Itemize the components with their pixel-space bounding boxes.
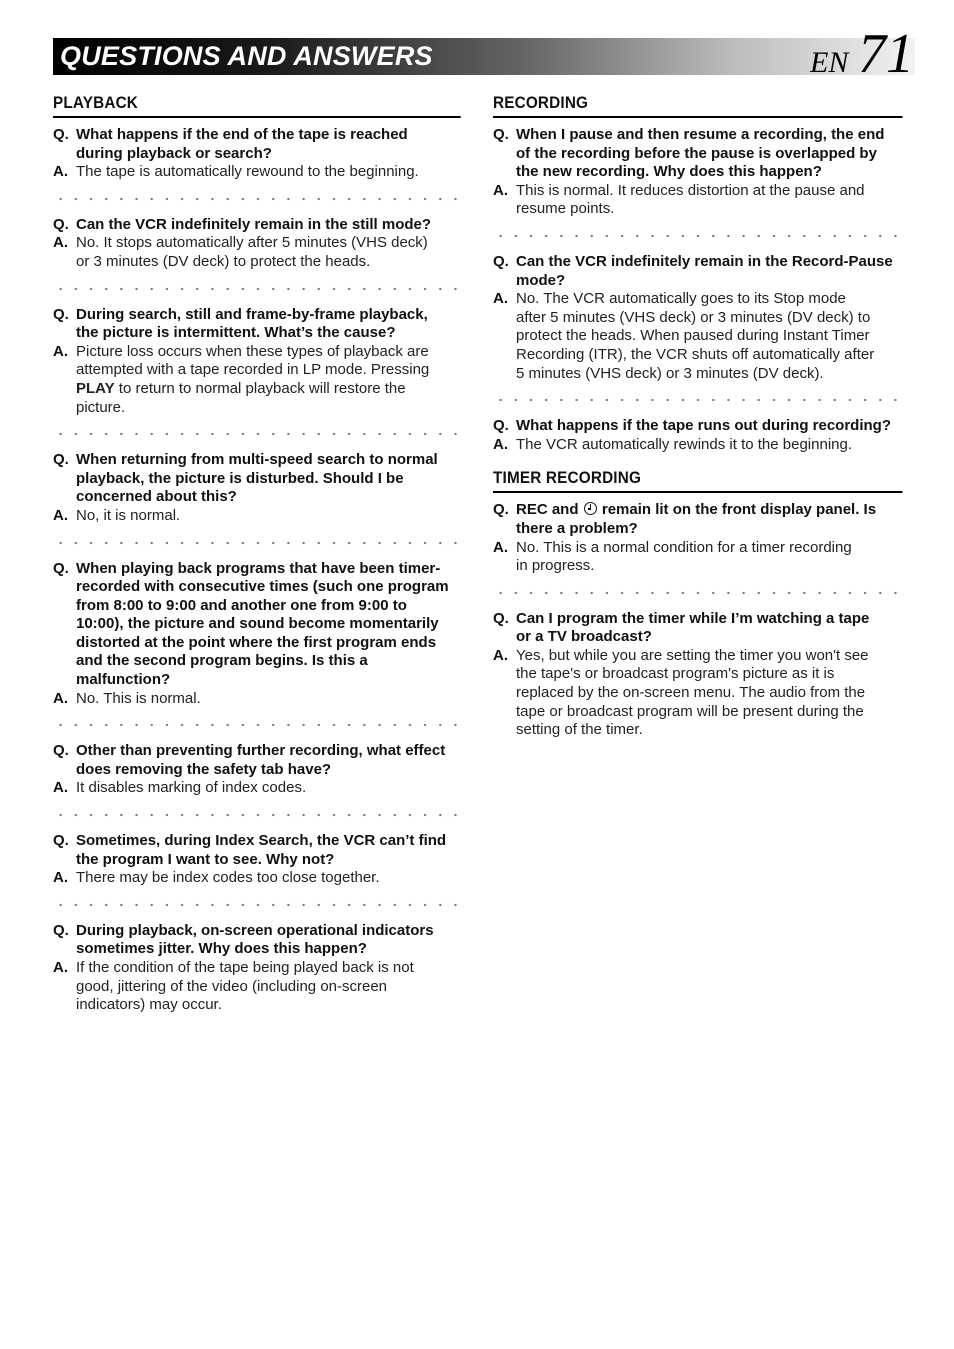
answer-label — [493, 628, 516, 647]
answer-text: No. This is a normal condition for a timer recording — [516, 538, 852, 556]
qa-item — [493, 417, 903, 454]
question-text: 10:00), the picture and sound become momentarily — [76, 615, 439, 633]
qa-item — [53, 451, 461, 525]
answer-label — [53, 324, 76, 343]
answer-label: A. — [493, 538, 508, 556]
answer-line — [493, 200, 903, 219]
question-label: Q. — [53, 126, 69, 143]
answer-label — [493, 665, 516, 684]
answer-line — [493, 365, 903, 384]
question-label: Q. — [493, 501, 509, 519]
answer-label — [53, 578, 76, 597]
answer-text: It disables marking of index codes. — [76, 779, 307, 797]
question-text: During search, still and frame-by-frame playback, — [76, 305, 428, 323]
answer-text: tape or broadcast program will be present during the — [516, 702, 864, 720]
answer-label: A. — [53, 234, 68, 252]
answer-label — [53, 671, 76, 690]
question-text: Other than preventing further recording, what effect — [76, 742, 446, 760]
question-line — [53, 216, 461, 235]
question-text: mode? — [516, 271, 566, 289]
qa-item — [53, 560, 461, 709]
answer-label: A. — [53, 689, 68, 707]
answer-text: in progress. — [516, 557, 595, 575]
answer-label: A. — [53, 779, 68, 797]
answer-text: Yes, but while you are setting the timer you won't see — [516, 646, 869, 664]
answer-label — [493, 520, 516, 539]
answer-label: A. — [53, 506, 68, 524]
answer-text: If the condition of the tape being played back is not — [76, 959, 414, 976]
answer-label — [493, 145, 516, 164]
question-text: What happens if the end of the tape is reached — [76, 126, 408, 143]
answer-label — [493, 163, 516, 182]
question-label: Q. — [53, 559, 69, 577]
section-title-recording: RECORDING — [493, 93, 903, 118]
qa-item — [53, 216, 461, 272]
answer-line — [53, 507, 461, 526]
answer-label — [493, 346, 516, 365]
question-line — [53, 922, 461, 941]
question-text: from 8:00 to 9:00 and another one from 9:00 to — [76, 596, 407, 614]
answer-label: A. — [53, 163, 68, 181]
question-label: Q. — [53, 832, 69, 850]
qa-item — [53, 742, 461, 798]
question-line — [53, 560, 461, 579]
question-line — [53, 940, 461, 959]
answer-label — [493, 684, 516, 703]
question-text: Can the VCR indefinitely remain in the still mode? — [76, 215, 432, 233]
timer-recording-qa-list — [493, 501, 903, 740]
question-line — [493, 145, 903, 164]
dotted-separator — [493, 228, 903, 244]
answer-label: A. — [53, 959, 68, 976]
question-line — [53, 578, 461, 597]
answer-line — [53, 234, 461, 253]
question-line — [493, 501, 903, 520]
qa-item — [53, 306, 461, 418]
section-title-timer-recording: TIMER RECORDING — [493, 468, 903, 493]
question-line — [53, 306, 461, 325]
question-text: When returning from multi-speed search to normal — [76, 451, 438, 469]
question-line — [493, 163, 903, 182]
question-line — [53, 470, 461, 489]
page-title: QUESTIONS AND ANSWERS — [60, 41, 433, 71]
answer-label — [53, 470, 76, 489]
answer-line — [493, 721, 903, 740]
answer-label — [493, 200, 516, 219]
answer-text: No. This is normal. — [76, 689, 201, 707]
answer-line — [493, 684, 903, 703]
qa-item — [493, 126, 903, 219]
answer-text: This is normal. It reduces distortion at the pause and — [516, 181, 865, 199]
playback-column — [53, 93, 461, 1015]
answer-line — [493, 647, 903, 666]
question-text: What happens if the tape runs out during recording? — [516, 417, 891, 435]
question-text: When playing back programs that have been timer- — [76, 559, 441, 577]
playback-qa-list — [53, 126, 461, 1015]
answer-text: No, it is normal. — [76, 506, 181, 524]
answer-label — [53, 851, 76, 870]
answer-line — [493, 703, 903, 722]
question-line — [53, 451, 461, 470]
dotted-separator — [53, 717, 461, 733]
answer-text: the tape's or broadcast program's picture as it is — [516, 665, 835, 683]
answer-text: protect the heads. When paused during Instant Timer — [516, 327, 870, 345]
question-label: Q. — [493, 609, 509, 627]
answer-text: The VCR automatically rewinds it to the beginning. — [516, 435, 853, 453]
question-text: distorted at the point where the first program ends — [76, 633, 437, 651]
question-text: playback, the picture is disturbed. Should I be — [76, 469, 404, 487]
answer-text: 5 minutes (VHS deck) or 3 minutes (DV deck). — [516, 364, 824, 382]
question-label: Q. — [53, 921, 69, 939]
answer-text: resume points. — [516, 200, 615, 218]
answer-label — [53, 597, 76, 616]
recording-qa-list — [493, 126, 903, 454]
answer-label — [53, 940, 76, 959]
question-label: Q. — [53, 742, 69, 760]
question-label: Q. — [493, 417, 509, 435]
question-text: concerned about this? — [76, 488, 237, 506]
answer-label: A. — [53, 342, 68, 360]
answer-text: No. It stops automatically after 5 minutes (VHS deck) — [76, 234, 428, 252]
question-text: Can I program the timer while I’m watching a tape — [516, 609, 870, 627]
answer-text: No. The VCR automatically goes to its Stop mode — [516, 290, 846, 308]
answer-line — [493, 290, 903, 309]
play-button-label: PLAY — [76, 379, 115, 397]
answer-label — [53, 488, 76, 507]
dotted-separator — [53, 535, 461, 551]
answer-line — [53, 361, 461, 380]
answer-label — [53, 652, 76, 671]
qa-item — [493, 610, 903, 740]
question-text: sometimes jitter. Why does this happen? — [76, 940, 367, 958]
answer-text: after 5 minutes (VHS deck) or 3 minutes (DV deck) to — [516, 308, 871, 326]
qa-item — [493, 501, 903, 575]
answer-line — [53, 380, 461, 399]
dotted-separator — [493, 585, 903, 601]
question-text: does removing the safety tab have? — [76, 760, 332, 778]
answer-line — [53, 343, 461, 362]
question-label: Q. — [53, 451, 69, 469]
question-line — [53, 488, 461, 507]
clock-icon — [584, 502, 597, 515]
question-line — [493, 126, 903, 145]
question-text: When I pause and then resume a recording, the end — [516, 126, 885, 143]
question-line — [53, 742, 461, 761]
dotted-separator — [53, 426, 461, 442]
question-line — [493, 417, 903, 436]
answer-label — [53, 380, 76, 399]
answer-line — [493, 665, 903, 684]
answer-label — [493, 703, 516, 722]
question-line — [53, 761, 461, 780]
answer-line — [53, 779, 461, 798]
question-label: Q. — [493, 252, 509, 270]
answer-line — [53, 978, 461, 997]
answer-line — [493, 182, 903, 201]
question-text: or a TV broadcast? — [516, 628, 652, 646]
answer-line — [493, 436, 903, 455]
answer-line — [493, 309, 903, 328]
answer-text — [76, 380, 406, 399]
dotted-separator — [53, 897, 461, 913]
question-line — [53, 851, 461, 870]
language-code: EN — [810, 46, 849, 79]
answer-label — [493, 309, 516, 328]
answer-text: picture. — [76, 398, 126, 416]
answer-text: The tape is automatically rewound to the beginning. — [76, 163, 419, 181]
question-label: Q. — [53, 215, 69, 233]
answer-text-part: to return to normal playback will restore the — [114, 379, 406, 397]
answer-label — [53, 145, 76, 164]
answer-label — [493, 272, 516, 291]
recording-column — [493, 93, 903, 740]
answer-label — [53, 253, 76, 272]
question-text: During playback, on-screen operational indicators — [76, 921, 434, 939]
question-text: Sometimes, during Index Search, the VCR can’t find — [76, 832, 447, 850]
question-line — [53, 615, 461, 634]
answer-text: indicators) may occur. — [76, 996, 222, 1014]
answer-text: or 3 minutes (DV deck) to protect the heads. — [76, 252, 371, 270]
answer-label: A. — [493, 181, 508, 199]
question-text: of the recording before the pause is overlapped by — [516, 144, 877, 162]
dotted-separator — [493, 392, 903, 408]
question-line — [53, 126, 461, 145]
answer-text: Picture loss occurs when these types of playback are — [76, 342, 429, 360]
answer-label — [493, 721, 516, 740]
question-text: the program I want to see. Why not? — [76, 850, 335, 868]
answer-label — [53, 361, 76, 380]
question-line — [53, 324, 461, 343]
answer-text: Recording (ITR), the VCR shuts off automatically after — [516, 345, 875, 363]
answer-text: replaced by the on-screen menu. The audio from the — [516, 684, 866, 702]
answer-label — [493, 327, 516, 346]
answer-line — [493, 327, 903, 346]
question-line — [53, 634, 461, 653]
dotted-separator — [53, 807, 461, 823]
answer-label — [53, 978, 76, 997]
question-line — [53, 652, 461, 671]
answer-line — [53, 959, 461, 978]
question-text: and the second program begins. Is this a — [76, 652, 368, 670]
question-line — [493, 253, 903, 272]
question-text: the new recording. Why does this happen? — [516, 163, 822, 181]
question-line — [53, 832, 461, 851]
question-text: the picture is intermittent. What’s the cause? — [76, 324, 396, 342]
answer-label — [53, 615, 76, 634]
question-line — [53, 145, 461, 164]
answer-label — [493, 365, 516, 384]
qa-item — [493, 253, 903, 383]
qa-item — [53, 922, 461, 1015]
answer-label: A. — [493, 646, 508, 664]
question-label: Q. — [53, 305, 69, 323]
answer-line — [53, 869, 461, 888]
answer-text: There may be index codes too close together. — [76, 869, 380, 887]
question-line — [493, 272, 903, 291]
answer-label: A. — [493, 435, 508, 453]
question-line — [53, 671, 461, 690]
answer-label — [53, 634, 76, 653]
dotted-separator — [53, 281, 461, 297]
qa-item — [53, 126, 461, 182]
answer-label: A. — [53, 869, 68, 887]
answer-line — [53, 690, 461, 709]
question-text-part: REC and — [516, 501, 583, 519]
question-text-part: remain lit on the front display panel. Is — [597, 501, 877, 519]
answer-line — [53, 996, 461, 1015]
question-text: recorded with consecutive times (such one program — [76, 578, 449, 596]
answer-line — [53, 163, 461, 182]
answer-text: attempted with a tape recorded in LP mode. Pressing — [76, 361, 430, 379]
page-number: 71 — [858, 23, 914, 85]
qa-item — [53, 832, 461, 888]
section-title-playback: PLAYBACK — [53, 93, 461, 118]
question-text: during playback or search? — [76, 144, 272, 162]
answer-line — [53, 253, 461, 272]
dotted-separator — [53, 191, 461, 207]
question-line — [493, 628, 903, 647]
answer-text: good, jittering of the video (including on-screen — [76, 977, 388, 995]
answer-line — [493, 346, 903, 365]
answer-label — [493, 557, 516, 576]
question-text: malfunction? — [76, 671, 171, 689]
question-line — [493, 610, 903, 629]
answer-label — [53, 399, 76, 418]
question-label: Q. — [493, 126, 509, 143]
question-line — [53, 597, 461, 616]
question-line — [493, 520, 903, 539]
answer-label — [53, 761, 76, 780]
question-text: there a problem? — [516, 519, 638, 537]
answer-line — [53, 399, 461, 418]
question-text — [516, 501, 876, 520]
answer-line — [493, 557, 903, 576]
question-text: Can the VCR indefinitely remain in the Record-Pause — [516, 252, 893, 270]
answer-line — [493, 539, 903, 558]
answer-label: A. — [493, 290, 508, 308]
answer-label — [53, 996, 76, 1015]
answer-text: setting of the timer. — [516, 721, 643, 739]
